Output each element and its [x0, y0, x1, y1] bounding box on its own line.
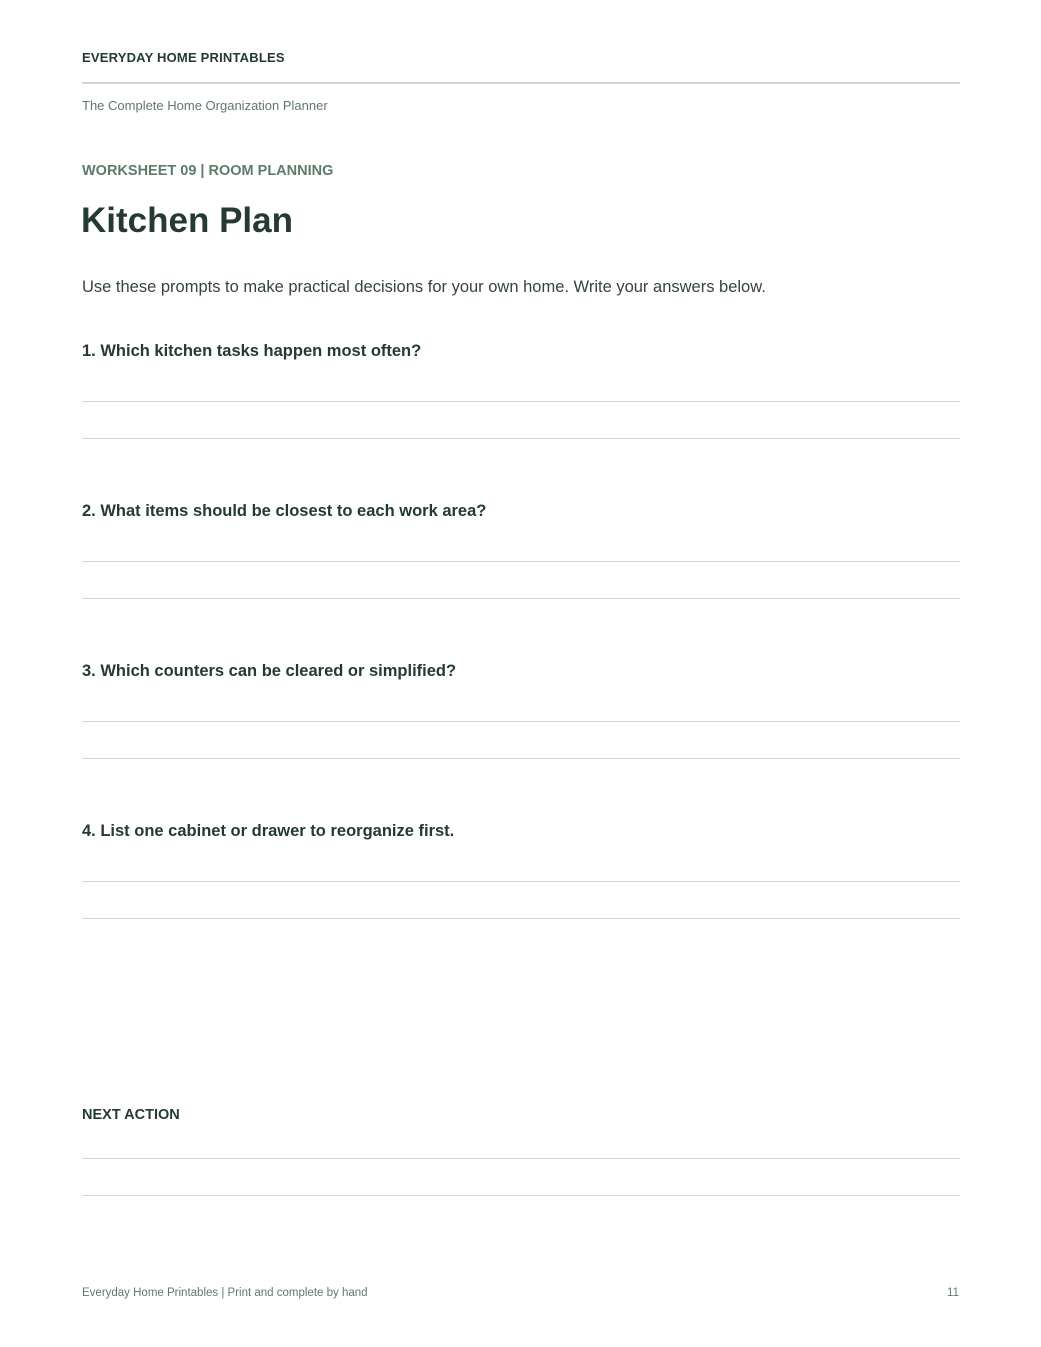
question-1: 1. Which kitchen tasks happen most often? [82, 342, 422, 360]
planner-subtitle: The Complete Home Organization Planner [82, 98, 328, 113]
answer-line[interactable] [82, 598, 960, 599]
next-action-label: NEXT ACTION [82, 1107, 180, 1123]
answer-line[interactable] [82, 918, 960, 919]
answer-line[interactable] [82, 758, 960, 759]
answer-line[interactable] [82, 1195, 960, 1196]
intro-text: Use these prompts to make practical decisions for your own home. Write your answers below. [82, 278, 766, 296]
answer-line[interactable] [82, 401, 960, 402]
question-4: 4. List one cabinet or drawer to reorganize first. [82, 822, 455, 840]
footer-text: Everyday Home Printables | Print and complete by hand [82, 1287, 368, 1299]
answer-line[interactable] [82, 1158, 960, 1159]
page-number: 11 [947, 1287, 959, 1299]
question-3: 3. Which counters can be cleared or simplified? [82, 662, 457, 680]
answer-line[interactable] [82, 438, 960, 439]
page-title: Kitchen Plan [81, 201, 293, 240]
brand-name: EVERYDAY HOME PRINTABLES [82, 50, 285, 65]
answer-line[interactable] [82, 881, 960, 882]
question-2: 2. What items should be closest to each work area? [82, 502, 487, 520]
answer-line[interactable] [82, 721, 960, 722]
answer-line[interactable] [82, 561, 960, 562]
header-divider [82, 82, 960, 84]
worksheet-kicker: WORKSHEET 09 | ROOM PLANNING [82, 163, 334, 179]
